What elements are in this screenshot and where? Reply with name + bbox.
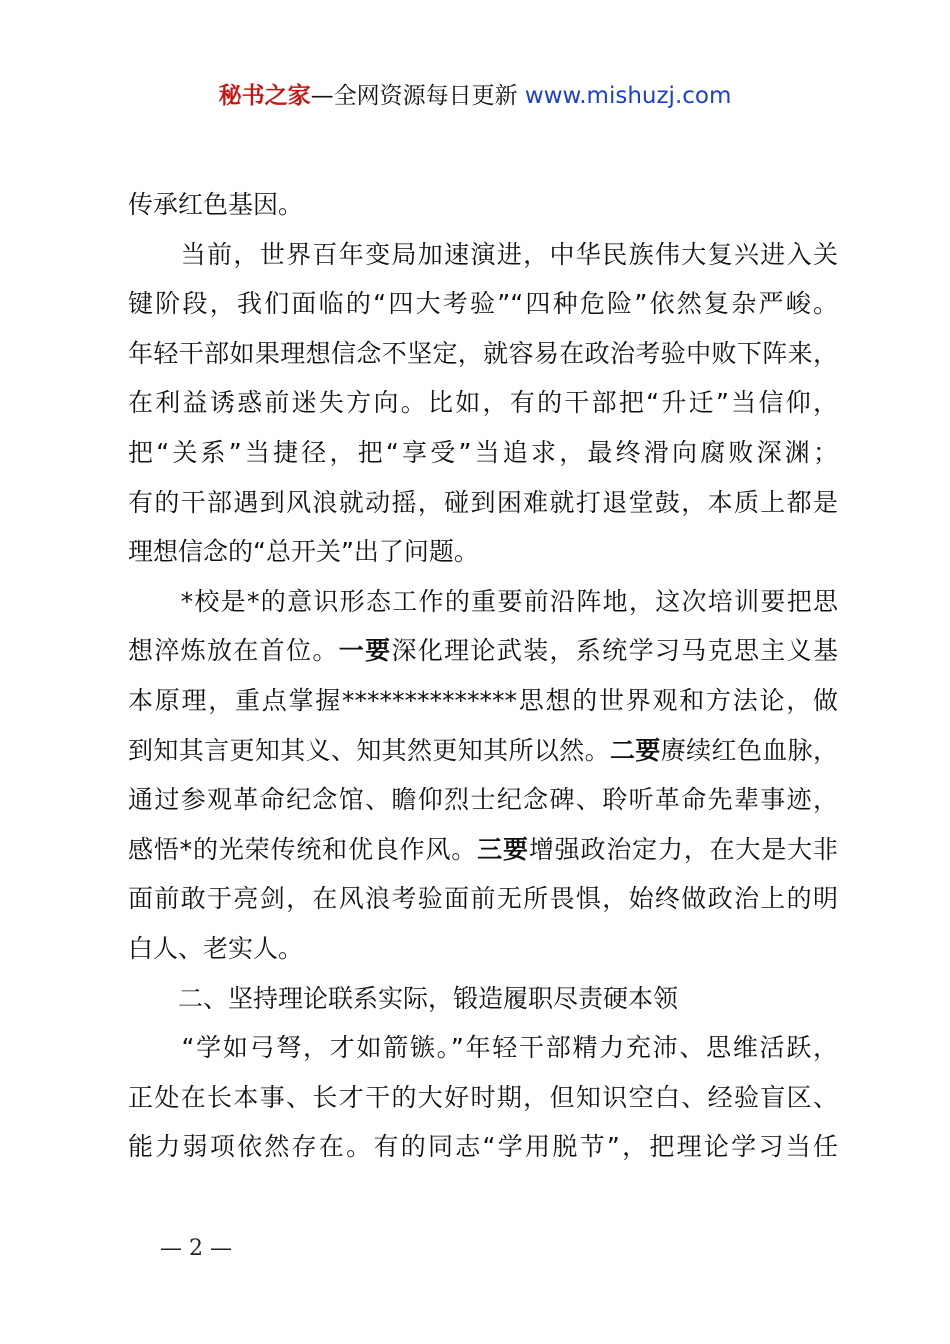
document-body [128, 180, 838, 1172]
text-line [128, 874, 838, 924]
site-header [0, 80, 950, 112]
text-run: *校是*的意识形态工作的重要前沿阵地，这次培训要把思 [128, 586, 838, 616]
text-line [128, 1122, 838, 1172]
text-run: 通过参观革命纪念馆、瞻仰烈士纪念碑、聆听革命先辈事迹， [128, 785, 838, 815]
text-run: 到知其言更知其义、知其然更知其所以然。 [128, 735, 611, 765]
bold-emphasis: 二要 [610, 735, 661, 765]
page-number: — 2 — [160, 1236, 232, 1261]
text-run: 把“关系”当捷径，把“享受”当追求，最终滑向腐败深渊； [128, 437, 838, 467]
text-line [128, 279, 838, 329]
text-run: 想淬炼放在首位。 [128, 636, 339, 666]
text-run: 增强政治定力，在大是大非 [528, 834, 838, 864]
text-run: 感悟*的光荣传统和优良作风。 [128, 834, 478, 864]
text-run: 能力弱项依然存在。有的同志“学用脱节”，把理论学习当任 [128, 1132, 838, 1162]
text-run: 当前，世界百年变局加速演进，中华民族伟大复兴进入关 [128, 239, 838, 269]
site-url-link[interactable]: www.mishuzj.com [524, 83, 732, 109]
bold-emphasis: 三要 [477, 834, 529, 864]
text-run: 键阶段，我们面临的“四大考验”“四种危险”依然复杂严峻。 [128, 289, 838, 319]
text-run: 白人、老实人。 [128, 933, 304, 963]
text-run: 赓续红色血脉， [660, 735, 838, 765]
header-tagline: —全网资源每日更新 [310, 83, 525, 109]
text-line [128, 1073, 838, 1123]
text-run: 深化理论武装，系统学习马克思主义基 [391, 636, 838, 666]
text-run: 面前敢于亮剑，在风浪考验面前无所畏惧，始终做政治上的明 [128, 884, 838, 914]
text-run: 二、坚持理论联系实际，锻造履职尽责硬本领 [128, 983, 679, 1013]
text-run: 理想信念的“总开关”出了问题。 [128, 537, 479, 567]
text-line [128, 428, 838, 478]
text-line [128, 825, 838, 875]
text-line [128, 626, 838, 676]
text-line [128, 329, 838, 379]
text-line [128, 974, 838, 1024]
text-run: 正处在长本事、长才干的大好时期，但知识空白、经验盲区、 [128, 1082, 838, 1112]
text-run: 本原理，重点掌握**************思想的世界观和方法论，做 [128, 685, 838, 715]
text-line [128, 577, 838, 627]
text-line [128, 378, 838, 428]
text-run: 在利益诱惑前迷失方向。比如，有的干部把“升迁”当信仰， [128, 388, 838, 418]
text-run: 有的干部遇到风浪就动摇，碰到困难就打退堂鼓，本质上都是 [128, 487, 838, 517]
brand-name: 秘书之家 [218, 83, 311, 109]
text-line [128, 924, 838, 974]
text-line [128, 676, 838, 726]
text-line [128, 180, 838, 230]
text-line [128, 775, 838, 825]
text-run: 传承红色基因。 [128, 190, 304, 219]
text-line [128, 527, 838, 577]
text-line [128, 230, 838, 280]
text-line [128, 478, 838, 528]
bold-emphasis: 一要 [338, 636, 392, 666]
text-run: 年轻干部如果理想信念不坚定，就容易在政治考验中败下阵来， [128, 338, 838, 368]
text-line [128, 726, 838, 776]
text-line [128, 1023, 838, 1073]
text-run: “学如弓弩，才如箭镞。”年轻干部精力充沛、思维活跃， [128, 1033, 838, 1063]
